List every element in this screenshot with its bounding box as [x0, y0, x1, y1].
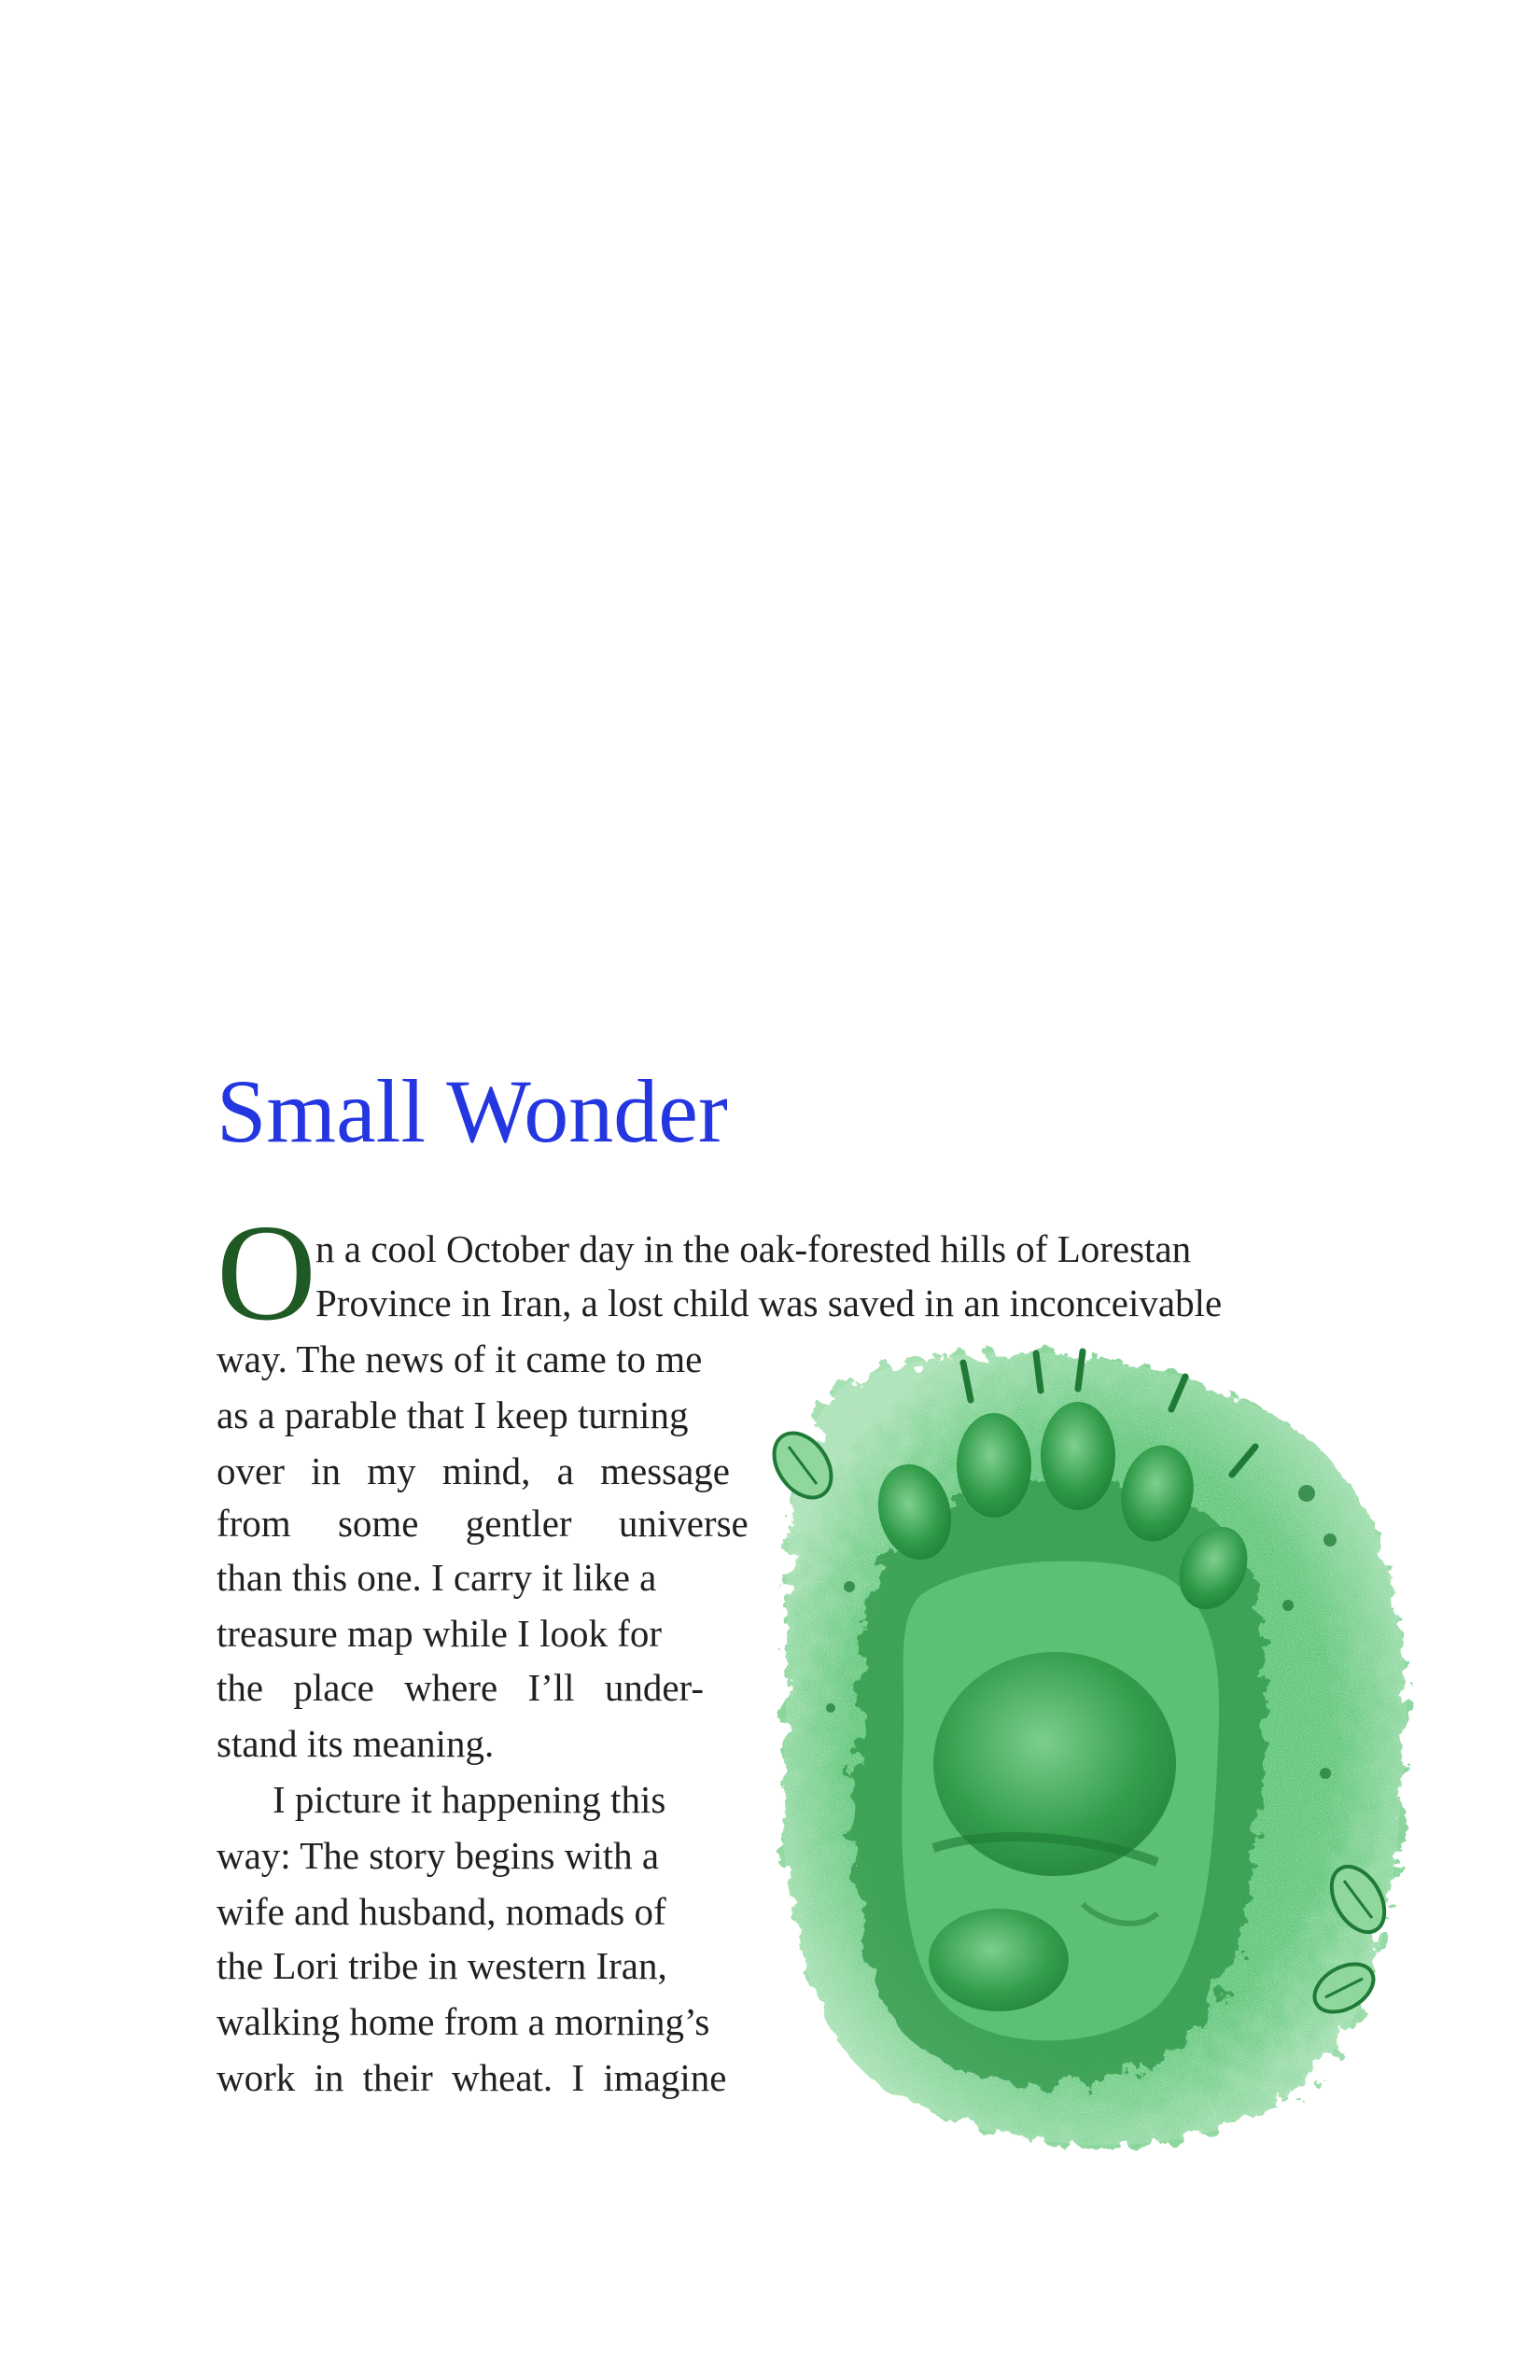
body-line-6-text: from some gentler universe [217, 1502, 749, 1545]
body-line-5-text: over in my mind, a message [217, 1449, 731, 1492]
body-line-5 [217, 1443, 758, 1499]
drop-cap: O [217, 1197, 316, 1350]
body-line-11 [273, 1771, 665, 1827]
body-line-10 [217, 1715, 494, 1771]
body-line-15-text: walking home from a morning’s [217, 2000, 710, 2043]
bear-paw-print-illustration [747, 1325, 1437, 2165]
body-line-12 [217, 1827, 659, 1883]
body-line-14-text: the Lori tribe in western Iran, [217, 1944, 667, 1987]
body-line-1-text: n a cool October day in the oak-forested hills of Lorestan [315, 1227, 1192, 1270]
body-line-6 [217, 1495, 758, 1551]
body-line-10-text: stand its meaning. [217, 1722, 495, 1765]
body-line-7-text: than this one. I carry it like a [217, 1556, 657, 1599]
body-line-2 [315, 1275, 1222, 1331]
body-line-15 [217, 1994, 709, 2050]
body-line-9-text: the place where I’ll under- [217, 1666, 705, 1709]
body-line-13 [217, 1883, 666, 1939]
body-line-16-text: work in their wheat. I imagine [217, 2056, 727, 2099]
body-line-14 [217, 1938, 667, 1994]
page-title: Small Wonder [217, 1061, 728, 1161]
body-line-4 [217, 1387, 688, 1443]
body-line-13-text: wife and husband, nomads of [217, 1890, 666, 1933]
body-line-12-text: way: The story begins with a [217, 1834, 660, 1877]
body-line-7 [217, 1549, 656, 1605]
body-line-11-text: I picture it happening this [273, 1778, 666, 1821]
body-line-16 [217, 2050, 726, 2106]
body-line-4-text: as a parable that I keep turning [217, 1393, 689, 1436]
body-line-8-text: treasure map while I look for [217, 1612, 663, 1655]
body-line-1 [315, 1221, 1333, 1277]
body-line-9 [217, 1659, 704, 1715]
body-line-3 [217, 1331, 702, 1387]
body-line-8 [217, 1605, 662, 1661]
body-line-2-text: Province in Iran, a lost child was saved in an inconceivable [315, 1281, 1223, 1324]
body-line-3-text: way. The news of it came to me [217, 1337, 703, 1380]
